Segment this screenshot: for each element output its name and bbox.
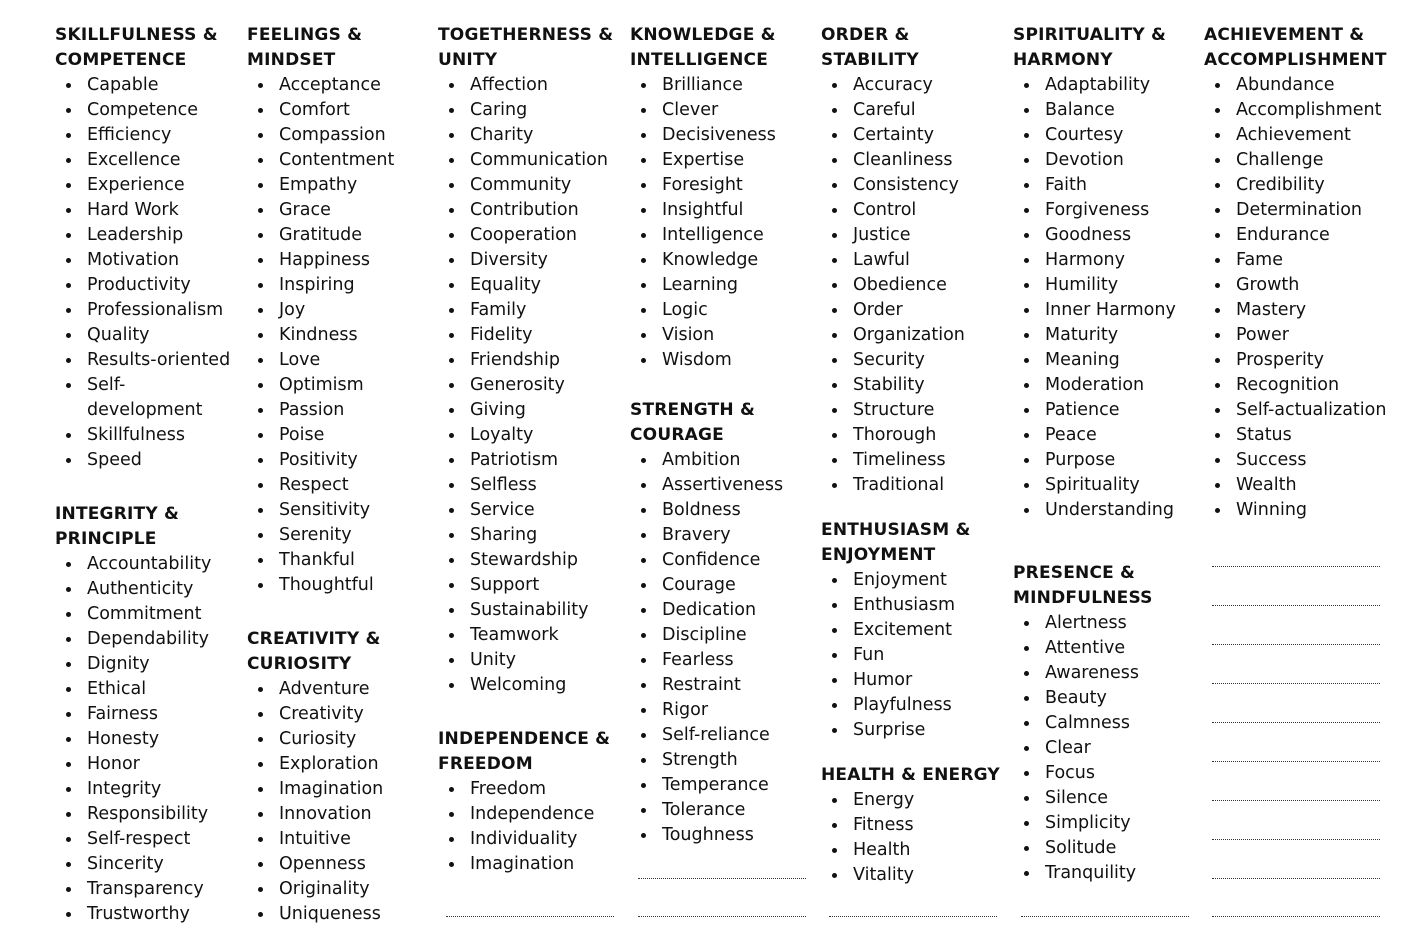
- value-item: Wisdom: [630, 348, 820, 373]
- value-item: Abundance: [1204, 73, 1394, 98]
- values-list: [821, 788, 1011, 888]
- value-item: Productivity: [55, 273, 245, 298]
- blank-write-in-line[interactable]: [1212, 683, 1380, 684]
- values-column-3: [438, 23, 628, 877]
- value-item: Generosity: [438, 373, 628, 398]
- value-item: Insightful: [630, 198, 820, 223]
- blank-write-in-line[interactable]: [1212, 839, 1380, 840]
- value-item: Patience: [1013, 398, 1203, 423]
- value-item: Certainty: [821, 123, 1011, 148]
- value-item: Structure: [821, 398, 1011, 423]
- blank-write-in-line[interactable]: [1212, 605, 1380, 606]
- value-item: Focus: [1013, 761, 1203, 786]
- section-health-energy: [821, 763, 1011, 888]
- value-item: Patriotism: [438, 448, 628, 473]
- value-item: Equality: [438, 273, 628, 298]
- value-item: Results-oriented: [55, 348, 245, 373]
- value-item: Acceptance: [247, 73, 437, 98]
- value-item: Temperance: [630, 773, 820, 798]
- value-item: Family: [438, 298, 628, 323]
- value-item: Quality: [55, 323, 245, 348]
- section-title: PRESENCE & MINDFULNESS: [1013, 563, 1153, 608]
- value-item: Professionalism: [55, 298, 245, 323]
- value-item: Integrity: [55, 777, 245, 802]
- value-item: Justice: [821, 223, 1011, 248]
- blank-write-in-line[interactable]: [638, 878, 806, 879]
- value-item: Wealth: [1204, 473, 1394, 498]
- value-item: Logic: [630, 298, 820, 323]
- value-item: Teamwork: [438, 623, 628, 648]
- section-integrity-principle: [55, 502, 245, 927]
- value-item: Gratitude: [247, 223, 437, 248]
- value-item: Transparency: [55, 877, 245, 902]
- values-list: [438, 777, 628, 877]
- value-item: Respect: [247, 473, 437, 498]
- value-item: Traditional: [821, 473, 1011, 498]
- values-list: [1013, 73, 1203, 523]
- value-item: Adventure: [247, 677, 437, 702]
- value-item: Self-respect: [55, 827, 245, 852]
- value-item: Control: [821, 198, 1011, 223]
- value-item: Intelligence: [630, 223, 820, 248]
- value-item: Innovation: [247, 802, 437, 827]
- value-item: Courage: [630, 573, 820, 598]
- blank-write-in-line[interactable]: [1212, 722, 1380, 723]
- value-item: Optimism: [247, 373, 437, 398]
- value-item: Openness: [247, 852, 437, 877]
- value-item: Sensitivity: [247, 498, 437, 523]
- value-item: Contribution: [438, 198, 628, 223]
- value-item: Intuitive: [247, 827, 437, 852]
- section-title: ENTHUSIASM & ENJOYMENT: [821, 520, 971, 565]
- value-item: Strength: [630, 748, 820, 773]
- values-column-2: [247, 23, 437, 927]
- value-item: Friendship: [438, 348, 628, 373]
- value-item: Stewardship: [438, 548, 628, 573]
- value-item: Accomplishment: [1204, 98, 1394, 123]
- blank-write-in-line[interactable]: [1212, 800, 1380, 801]
- value-item: Awareness: [1013, 661, 1203, 686]
- section-enthusiasm-enjoyment: [821, 518, 1011, 743]
- value-item: Moderation: [1013, 373, 1203, 398]
- value-item: Endurance: [1204, 223, 1394, 248]
- value-item: Tranquility: [1013, 861, 1203, 886]
- blank-write-in-line[interactable]: [829, 916, 997, 917]
- value-item: Achievement: [1204, 123, 1394, 148]
- blank-write-in-line[interactable]: [638, 916, 806, 917]
- value-item: Success: [1204, 448, 1394, 473]
- section-strength-courage: [630, 398, 820, 848]
- value-item: Affection: [438, 73, 628, 98]
- value-item: Comfort: [247, 98, 437, 123]
- value-item: Security: [821, 348, 1011, 373]
- value-item: Speed: [55, 448, 245, 473]
- value-item: Clear: [1013, 736, 1203, 761]
- value-item: Accuracy: [821, 73, 1011, 98]
- values-list: [630, 73, 820, 373]
- blank-write-in-line[interactable]: [1021, 916, 1189, 917]
- value-item: Unity: [438, 648, 628, 673]
- values-list: [247, 677, 437, 927]
- section-title: CREATIVITY & CURIOSITY: [247, 629, 381, 674]
- value-item: Ethical: [55, 677, 245, 702]
- value-item: Challenge: [1204, 148, 1394, 173]
- value-item: Prosperity: [1204, 348, 1394, 373]
- value-item: Spirituality: [1013, 473, 1203, 498]
- value-item: Decisiveness: [630, 123, 820, 148]
- value-item: Support: [438, 573, 628, 598]
- value-item: Restraint: [630, 673, 820, 698]
- values-list: [247, 73, 437, 598]
- value-item: Winning: [1204, 498, 1394, 523]
- value-item: Calmness: [1013, 711, 1203, 736]
- value-item: Kindness: [247, 323, 437, 348]
- value-item: Responsibility: [55, 802, 245, 827]
- values-column-6: [1013, 23, 1203, 886]
- section-title: SKILLFULNESS & COMPETENCE: [55, 25, 218, 70]
- value-item: Peace: [1013, 423, 1203, 448]
- section-spirituality-harmony: [1013, 23, 1203, 523]
- value-item: Empathy: [247, 173, 437, 198]
- value-item: Simplicity: [1013, 811, 1203, 836]
- value-item: Poise: [247, 423, 437, 448]
- value-item: Knowledge: [630, 248, 820, 273]
- value-item: Honor: [55, 752, 245, 777]
- blank-write-in-line[interactable]: [1212, 916, 1380, 917]
- value-item: Diversity: [438, 248, 628, 273]
- value-item: Attentive: [1013, 636, 1203, 661]
- value-item: Independence: [438, 802, 628, 827]
- values-list: [55, 73, 245, 473]
- value-item: Thoughtful: [247, 573, 437, 598]
- value-item: Uniqueness: [247, 902, 437, 927]
- value-item: Accountability: [55, 552, 245, 577]
- value-item: Fairness: [55, 702, 245, 727]
- value-item: Individuality: [438, 827, 628, 852]
- value-item: Ambition: [630, 448, 820, 473]
- value-item: Balance: [1013, 98, 1203, 123]
- value-item: Surprise: [821, 718, 1011, 743]
- value-item: Caring: [438, 98, 628, 123]
- value-item: Dignity: [55, 652, 245, 677]
- value-item: Sustainability: [438, 598, 628, 623]
- value-item: Cleanliness: [821, 148, 1011, 173]
- value-item: Competence: [55, 98, 245, 123]
- value-item: Compassion: [247, 123, 437, 148]
- section-presence-mindfulness: [1013, 561, 1203, 886]
- section-creativity-curiosity: [247, 627, 437, 927]
- section-title: ORDER & STABILITY: [821, 25, 919, 70]
- value-item: Self- development: [55, 373, 207, 423]
- section-order-stability: [821, 23, 1011, 498]
- value-item: Credibility: [1204, 173, 1394, 198]
- value-item: Silence: [1013, 786, 1203, 811]
- value-item: Exploration: [247, 752, 437, 777]
- value-item: Thorough: [821, 423, 1011, 448]
- value-item: Happiness: [247, 248, 437, 273]
- blank-write-in-line[interactable]: [446, 916, 614, 917]
- values-list: [821, 568, 1011, 743]
- value-item: Recognition: [1204, 373, 1394, 398]
- section-title: INDEPENDENCE & FREEDOM: [438, 729, 611, 774]
- value-item: Honesty: [55, 727, 245, 752]
- section-title: TOGETHERNESS & UNITY: [438, 25, 614, 70]
- values-list: [1204, 73, 1394, 523]
- value-item: Commitment: [55, 602, 245, 627]
- value-item: Understanding: [1013, 498, 1203, 523]
- value-item: Bravery: [630, 523, 820, 548]
- values-column-1: [55, 23, 245, 927]
- value-item: Thankful: [247, 548, 437, 573]
- value-item: Order: [821, 298, 1011, 323]
- value-item: Curiosity: [247, 727, 437, 752]
- value-item: Forgiveness: [1013, 198, 1203, 223]
- value-item: Giving: [438, 398, 628, 423]
- section-title: SPIRITUALITY & HARMONY: [1013, 25, 1167, 70]
- value-item: Trustworthy: [55, 902, 245, 927]
- values-column-7: [1204, 23, 1394, 523]
- value-item: Grace: [247, 198, 437, 223]
- section-title: KNOWLEDGE & INTELLIGENCE: [630, 25, 776, 70]
- value-item: Rigor: [630, 698, 820, 723]
- blank-write-in-line[interactable]: [1212, 644, 1380, 645]
- value-item: Solitude: [1013, 836, 1203, 861]
- section-independence-freedom: [438, 727, 628, 877]
- value-item: Consistency: [821, 173, 1011, 198]
- value-item: Skillfulness: [55, 423, 245, 448]
- value-item: Humor: [821, 668, 1011, 693]
- value-item: Careful: [821, 98, 1011, 123]
- value-item: Confidence: [630, 548, 820, 573]
- section-feelings-mindset: [247, 23, 437, 598]
- value-item: Excitement: [821, 618, 1011, 643]
- value-item: Clever: [630, 98, 820, 123]
- section-togetherness-unity: [438, 23, 628, 698]
- value-item: Organization: [821, 323, 1011, 348]
- section-title: FEELINGS & MINDSET: [247, 25, 363, 70]
- value-item: Humility: [1013, 273, 1203, 298]
- value-item: Selfless: [438, 473, 628, 498]
- section-title: ACHIEVEMENT & ACCOMPLISHMENT: [1204, 25, 1387, 70]
- value-item: Joy: [247, 298, 437, 323]
- value-item: Cooperation: [438, 223, 628, 248]
- value-item: Boldness: [630, 498, 820, 523]
- value-item: Faith: [1013, 173, 1203, 198]
- section-title: STRENGTH & COURAGE: [630, 400, 755, 445]
- value-item: Sharing: [438, 523, 628, 548]
- value-item: Passion: [247, 398, 437, 423]
- value-item: Self-reliance: [630, 723, 820, 748]
- values-list: [55, 552, 245, 927]
- value-item: Inner Harmony: [1013, 298, 1203, 323]
- value-item: Alertness: [1013, 611, 1203, 636]
- value-item: Hard Work: [55, 198, 245, 223]
- values-list: [1013, 611, 1203, 886]
- value-item: Playfulness: [821, 693, 1011, 718]
- value-item: Inspiring: [247, 273, 437, 298]
- value-item: Maturity: [1013, 323, 1203, 348]
- value-item: Love: [247, 348, 437, 373]
- value-item: Serenity: [247, 523, 437, 548]
- value-item: Lawful: [821, 248, 1011, 273]
- value-item: Growth: [1204, 273, 1394, 298]
- value-item: Service: [438, 498, 628, 523]
- value-item: Dedication: [630, 598, 820, 623]
- value-item: Health: [821, 838, 1011, 863]
- value-item: Vision: [630, 323, 820, 348]
- value-item: Capable: [55, 73, 245, 98]
- value-item: Imagination: [247, 777, 437, 802]
- value-item: Power: [1204, 323, 1394, 348]
- value-item: Fame: [1204, 248, 1394, 273]
- value-item: Motivation: [55, 248, 245, 273]
- value-item: Obedience: [821, 273, 1011, 298]
- value-item: Beauty: [1013, 686, 1203, 711]
- value-item: Assertiveness: [630, 473, 820, 498]
- value-item: Vitality: [821, 863, 1011, 888]
- value-item: Welcoming: [438, 673, 628, 698]
- value-item: Freedom: [438, 777, 628, 802]
- value-item: Loyalty: [438, 423, 628, 448]
- value-item: Imagination: [438, 852, 628, 877]
- value-item: Fidelity: [438, 323, 628, 348]
- section-title: INTEGRITY & PRINCIPLE: [55, 504, 179, 549]
- value-item: Status: [1204, 423, 1394, 448]
- values-list: [438, 73, 628, 698]
- value-item: Charity: [438, 123, 628, 148]
- value-item: Enthusiasm: [821, 593, 1011, 618]
- value-item: Fearless: [630, 648, 820, 673]
- value-item: Timeliness: [821, 448, 1011, 473]
- value-item: Goodness: [1013, 223, 1203, 248]
- value-item: Positivity: [247, 448, 437, 473]
- value-item: Authenticity: [55, 577, 245, 602]
- values-list: [821, 73, 1011, 498]
- value-item: Creativity: [247, 702, 437, 727]
- section-knowledge-intelligence: [630, 23, 820, 373]
- blank-write-in-line[interactable]: [1212, 878, 1380, 879]
- value-item: Fun: [821, 643, 1011, 668]
- value-item: Purpose: [1013, 448, 1203, 473]
- value-item: Meaning: [1013, 348, 1203, 373]
- value-item: Originality: [247, 877, 437, 902]
- value-item: Brilliance: [630, 73, 820, 98]
- value-item: Courtesy: [1013, 123, 1203, 148]
- value-item: Mastery: [1204, 298, 1394, 323]
- value-item: Toughness: [630, 823, 820, 848]
- value-item: Harmony: [1013, 248, 1203, 273]
- values-list: [630, 448, 820, 848]
- values-column-5: [821, 23, 1011, 888]
- value-item: Communication: [438, 148, 628, 173]
- value-item: Discipline: [630, 623, 820, 648]
- values-column-4: [630, 23, 820, 848]
- blank-write-in-line[interactable]: [1212, 566, 1380, 567]
- value-item: Stability: [821, 373, 1011, 398]
- value-item: Tolerance: [630, 798, 820, 823]
- blank-write-in-line[interactable]: [1212, 761, 1380, 762]
- value-item: Leadership: [55, 223, 245, 248]
- value-item: Community: [438, 173, 628, 198]
- value-item: Devotion: [1013, 148, 1203, 173]
- value-item: Determination: [1204, 198, 1394, 223]
- value-item: Enjoyment: [821, 568, 1011, 593]
- section-skillfulness-competence: [55, 23, 245, 473]
- section-title: HEALTH & ENERGY: [821, 765, 1000, 785]
- value-item: Dependability: [55, 627, 245, 652]
- value-item: Expertise: [630, 148, 820, 173]
- value-item: Learning: [630, 273, 820, 298]
- value-item: Experience: [55, 173, 245, 198]
- section-achievement-accomplishment: [1204, 23, 1394, 523]
- value-item: Contentment: [247, 148, 437, 173]
- value-item: Self-actualization: [1204, 398, 1394, 423]
- value-item: Foresight: [630, 173, 820, 198]
- value-item: Efficiency: [55, 123, 245, 148]
- value-item: Excellence: [55, 148, 245, 173]
- value-item: Sincerity: [55, 852, 245, 877]
- value-item: Adaptability: [1013, 73, 1203, 98]
- value-item: Fitness: [821, 813, 1011, 838]
- value-item: Energy: [821, 788, 1011, 813]
